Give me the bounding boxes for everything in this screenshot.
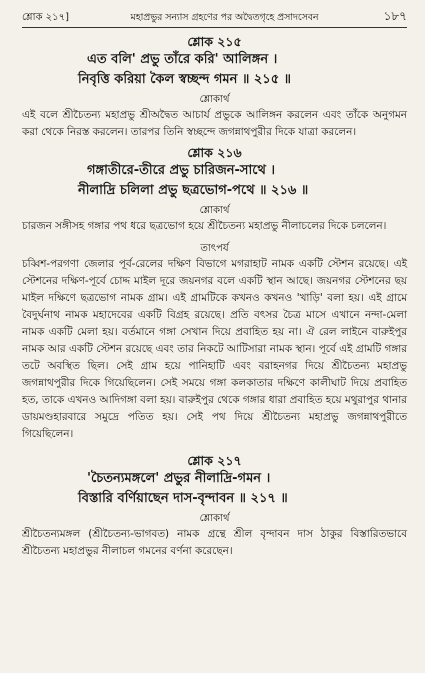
verse-216-line-2: নীলাদ্রি চলিলা প্রভু ছত্রভোগ-পথে ॥ ২১৬ ॥ [78, 183, 309, 198]
purport-label: তাৎপর্য [200, 243, 229, 254]
header-rule [22, 27, 407, 28]
header-chapter-title: মহাপ্রভুর সন্যাস গ্রহণের পর অদ্বৈতগৃহে প্রসাদসেবন [130, 12, 319, 23]
verse-217-line-2: বিস্তারি বর্ণিয়াছেন দাস-বৃন্দাবন ॥ ২১৭ ॥ [78, 491, 288, 506]
verse-217-line-1: 'চৈতন্যমঙ্গলে' প্রভুর নীলাদ্রি-গমন । [87, 471, 271, 486]
verse-217-heading: শ্লোক ২১৭ [187, 453, 242, 468]
verse-216-line-1: গঙ্গাতীরে-তীরে প্রভু চারিজন-সাথে । [87, 163, 276, 178]
verse-215-heading: শ্লোক ২১৫ [187, 34, 242, 49]
verse-215-translation: এই বলে শ্রীচৈতন্য মহাপ্রভু শ্রীঅদ্বৈত আচার্য প্রভুকে আলিঙ্গন করলেন এবং তাঁকে অনুগমন করা থেকে নিরস্ত করলেন। তারপর তিনি স্বচ্ছন্দে জগন্নাথপুরীর দিকে যাত্রা করলেন। [22, 109, 407, 138]
verse-216-heading: শ্লোক ২১৬ [187, 145, 242, 160]
header-verse-range: শ্লোক ২১৭] [22, 12, 70, 23]
verse-215-translation-label: শ্লোকার্থ [199, 94, 230, 105]
page-number: ১৮৭ [383, 9, 407, 23]
purport-text: চব্বিশ-পরগণা জেলার পূর্ব-রেলের দক্ষিণ বিভাগে মগরাহাট নামক একটি স্টেশন রয়েছে। এই স্টেশনের দক্ষিণ-পূর্বে চোদ্দ মাইল দূরে জয়নগর বলে একটি স্থান আছে। জয়নগর স্টেশনের ছয় মাইল দক্ষিণে ছত্রভোগ নামক গ্রাম। এই গ্রামটিকে কখনও কখনও 'খাড়ি' বলা হয়। এই গ্রামে বৈদুর্ঘনাথ নামক মহাদেবের একটি বিগ্রহ রয়েছে। প্রতি বৎসর চৈত্র মাসে এখানে নন্দা-মেলা নামক একটি মেলা হয়। বর্তমানে গঙ্গা সেখান দিয়ে প্রবাহিত হয় না। ঐ রেল লাইনে বারুইপুর নামক আর একটি স্টেশন রয়েছে এবং তার নিকটে আটিসারা নামক স্থান। পূর্বে এই গ্রামটি গঙ্গার তটে অবস্থিত ছিল। সেই গ্রাম হয়ে পানিহাটি এবং বরাহনগর দিয়ে শ্রীচৈতন্য মহাপ্রভু জগন্নাথপুরীর দিকে গিয়েছিলেন। সেই সময়ে গঙ্গা কলকাতার দক্ষিণে কালীঘাট দিয়ে প্রবাহিত হত, তাকে এখনও আদিগঙ্গা বলা হয়। বারুইপুর থেকে গঙ্গার ধারা প্রবাহিত হয়ে মথুরাপুর থানার ডায়মণ্ডহারবারে সমুদ্রে পতিত হয়। সেই পথ দিয়ে শ্রীচৈতন্য মহাপ্রভু জগন্নাথপুরীতে গিয়েছিলেন। [22, 258, 407, 440]
running-header [22, 8, 407, 26]
verse-217-translation: শ্রীচৈতন্যমঙ্গল (শ্রীচৈতন্য-ভাগবত) নামক গ্রন্থে শ্রীল বৃন্দাবন দাস ঠাকুর বিস্তারিতভাবে শ্রীচৈতন্য মহাপ্রভুর নীলাচল গমনের বর্ণনা করেছেন। [22, 528, 407, 557]
verse-216-translation-label: শ্লোকার্থ [199, 205, 230, 216]
verse-217-translation-label: শ্লোকার্থ [199, 513, 230, 524]
verse-215-line-1: এত বলি' প্রভু তাঁরে করি' আলিঙ্গন । [87, 52, 278, 67]
book-page [22, 8, 407, 560]
verse-215-line-2: নিবৃত্তি করিয়া কৈল স্বচ্ছন্দ গমন ॥ ২১৫ ॥ [78, 72, 292, 87]
verse-216-translation: চারজন সঙ্গীসহ গঙ্গার পথ ধরে ছত্রভোগ হয়ে শ্রীচৈতন্য মহাপ্রভু নীলাচলের দিকে চললেন। [22, 220, 387, 232]
